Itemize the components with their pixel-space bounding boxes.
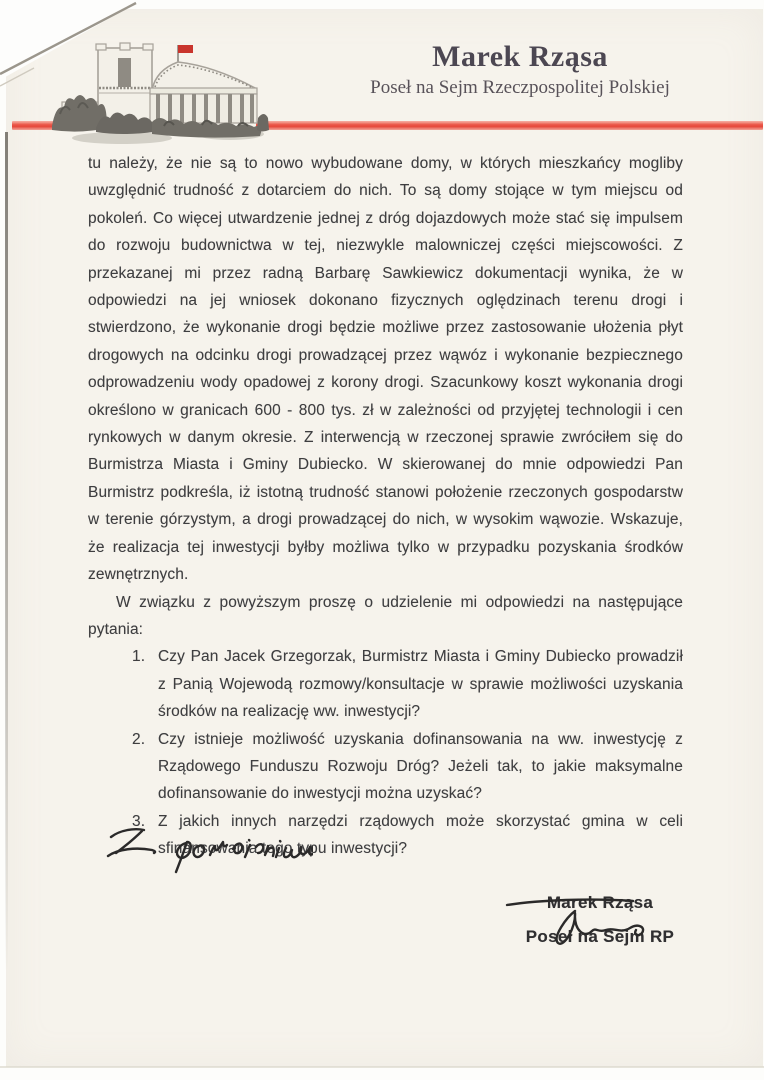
letterhead-accent-line: [256, 121, 763, 130]
letter-body: [88, 150, 683, 863]
tower-window: [118, 58, 131, 87]
letterhead-title: Poseł na Sejm Rzeczpospolitej Polskiej: [370, 77, 670, 98]
letter-questions-intro: W związku z powyższym proszę o udzielenie mi odpowiedzi na następujące pytania:: [88, 593, 683, 638]
question-item: [88, 643, 683, 725]
signature-title: Poseł na Sejm RP: [525, 927, 675, 946]
letter-body-paragraph: tu należy, że nie są to nowo wybudowane domy, w których mieszkańcy mogliby uwzględnić trudność z dotarciem do nich. To są domy stojące w tym miejscu od pokoleń. Co więcej utwardzenie jednej z dróg dojazdowych może stać się impulsem do rozwoju budownictwa w tej, niezwykle malowniczej części miejscowości. Z przekazanej mi przez radną Barbarę Sawkiewicz dokumentacji wynika, że w odpowiedzi na jej wniosek dokonano fizycznych oględzinach terenu drogi i stwierdzono, że wykonanie drogi będzie możliwe przez zastosowanie ułożenia płyt drogowych na odcinku drogi prowadzącej przez wąwóz i wykonanie bezpiecznego odprowadzeniu wody opadowej z korony drogi. Szacunkowy koszt wykonania drogi określono w granicach 600 - 800 tys. zł w zależności od przyjętej technologii i cen rynkowych w danym okresie. Z interwencją w rzeczonej sprawie zwróciłem się do Burmistrza Miasta i Gminy Dubiecko. W skierowanej do mnie odpowiedzi Pan Burmistrz podkreśla, iż istotną trudność stanowi położenie rzeczonych gospodarstw w terenie górzystym, a drogi prowadzącej do nich, w wysokim wąwozie. Wskazuje, że realizacja tej inwestycji byłby możliwa tylko w przypadku pozyskania środków zewnętrznych.: [88, 155, 683, 584]
question-text: Czy istnieje możliwość uzyskania dofinansowania na ww. inwestycję z Rządowego Funduszu Rozwoju Dróg? Jeżeli tak, to jakie maksymalne dofinansowanie do inwestycji można uzyskać?: [158, 730, 683, 803]
sejm-building-illustration: [52, 30, 272, 154]
question-number: 1.: [132, 648, 146, 666]
question-text: Z jakich innych narzędzi rządowych może skorzystać gmina w celi sfinansowania tego typu inwestycji?: [158, 812, 683, 858]
handwritten-signature: [495, 885, 695, 963]
question-item: [88, 726, 683, 808]
question-number: 2.: [132, 730, 146, 748]
sejm-dome: [150, 62, 257, 123]
question-number: 3.: [132, 812, 146, 830]
handwritten-closing: [98, 815, 313, 879]
signature-name: Marek Rząsa: [546, 893, 654, 912]
paper-bottom-edge: [0, 1066, 764, 1068]
question-text: Czy Pan Jacek Grzegorzak, Burmistrz Miasta i Gminy Dubiecko prowadził z Panią Wojewodą rozmowy/konsultacje w sprawie możliwości uzyskania środków na realizację ww. inwestycji?: [158, 648, 683, 721]
polish-flag-icon: [178, 45, 193, 62]
paper-left-edge-shadow: [5, 132, 8, 972]
letterhead-name: Marek Rząsa: [432, 40, 608, 73]
